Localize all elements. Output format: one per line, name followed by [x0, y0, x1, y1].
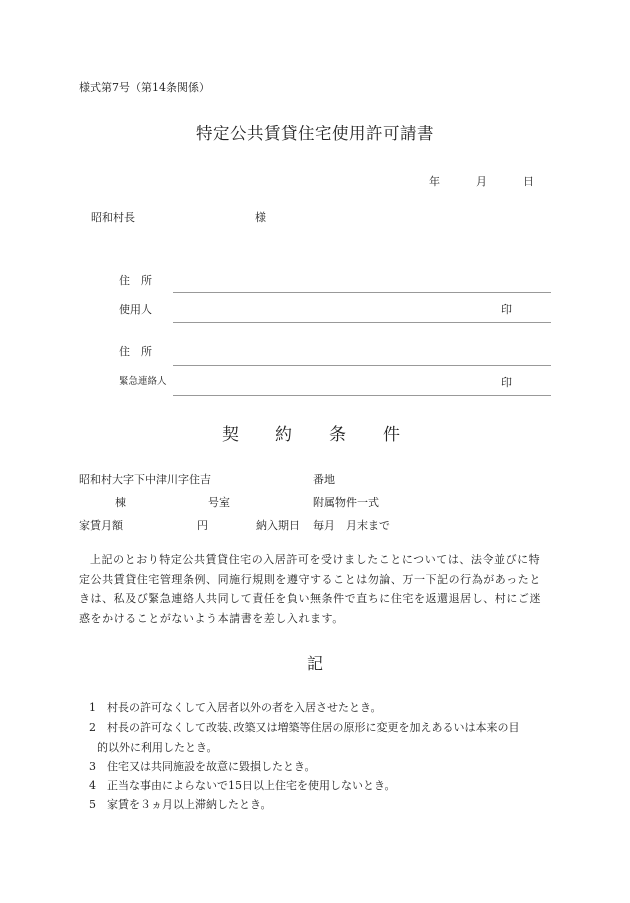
list-item — [89, 757, 551, 777]
list-item — [89, 698, 551, 718]
applicant-user-label: 使用人 — [119, 303, 152, 316]
form-reference: 様式第7号（第14条関係） — [79, 81, 210, 94]
addressee-honorific: 様 — [255, 211, 266, 224]
conditions-heading-char: 約 — [275, 425, 292, 445]
rent-yen-label: 円 — [197, 519, 208, 532]
due-date-value: 毎月 月末まで — [313, 519, 390, 532]
item-text-continuation: 的以外に利用したとき。 — [97, 740, 218, 754]
date-year-label: 年 — [429, 175, 440, 188]
list-item — [89, 718, 551, 757]
item-number: 2 — [89, 721, 96, 734]
applicant-user-line — [173, 322, 551, 323]
building-label: 棟 — [115, 496, 126, 509]
list-item — [89, 776, 551, 796]
item-text: 住宅又は共同施設を故意に毀損したとき。 — [107, 760, 316, 773]
item-number: 3 — [89, 760, 96, 773]
applicant-address-label: 住 所 — [119, 274, 152, 287]
list-item — [89, 795, 551, 815]
addressee-name: 昭和村長 — [91, 211, 135, 224]
pledge-paragraph: 上記のとおり特定公共賃貸住宅の入居許可を受けましたことについては、法令並びに特定公共賃貸住宅管理条例、同施行規則を遵守することは勿論、万一下記の行為があったときは、私及び緊急連絡人共同して責任を負い無条件で直ちに住宅を返還退居し、村にご迷惑をかけることがないよう本請書を差し入れます。 — [79, 553, 541, 625]
fixtures-label: 附属物件一式 — [313, 496, 379, 509]
conditions-heading-char: 契 — [222, 425, 239, 445]
item-number: 5 — [89, 798, 96, 811]
applicant-address-line — [173, 292, 551, 293]
date-month-label: 月 — [476, 175, 487, 188]
item-text: 村長の許可なくして改装､改築又は増築等住居の原形に変更を加えあるいは本来の目 — [107, 721, 520, 734]
conditions-heading-char: 件 — [383, 425, 400, 445]
due-date-label: 納入期日 — [256, 519, 300, 532]
item-number: 1 — [89, 701, 96, 714]
applicant-seal-mark: 印 — [501, 303, 512, 316]
item-text: 村長の許可なくして入居者以外の者を入居させたとき。 — [107, 701, 382, 714]
date-day-label: 日 — [523, 175, 534, 188]
item-number: 4 — [89, 779, 96, 792]
room-label: 号室 — [208, 496, 230, 509]
emergency-contact-line — [173, 395, 551, 396]
emergency-address-label: 住 所 — [119, 345, 152, 358]
property-location: 昭和村大字下中津川字住吉 — [79, 473, 211, 486]
emergency-address-line — [173, 365, 551, 366]
emergency-seal-mark: 印 — [501, 376, 512, 389]
item-text: 家賃を３ヵ月以上滞納したとき。 — [107, 798, 272, 811]
item-text: 正当な事由によらないで15日以上住宅を使用しないとき。 — [107, 779, 396, 792]
emergency-contact-label: 緊急連絡人 — [119, 376, 167, 387]
conditions-heading-char: 条 — [329, 425, 346, 445]
document-title: 特定公共賃貸住宅使用許可請書 — [196, 124, 434, 143]
property-lot-number: 番地 — [313, 473, 335, 486]
rent-label: 家賃月額 — [79, 519, 123, 532]
ki-heading: 記 — [306, 654, 323, 673]
